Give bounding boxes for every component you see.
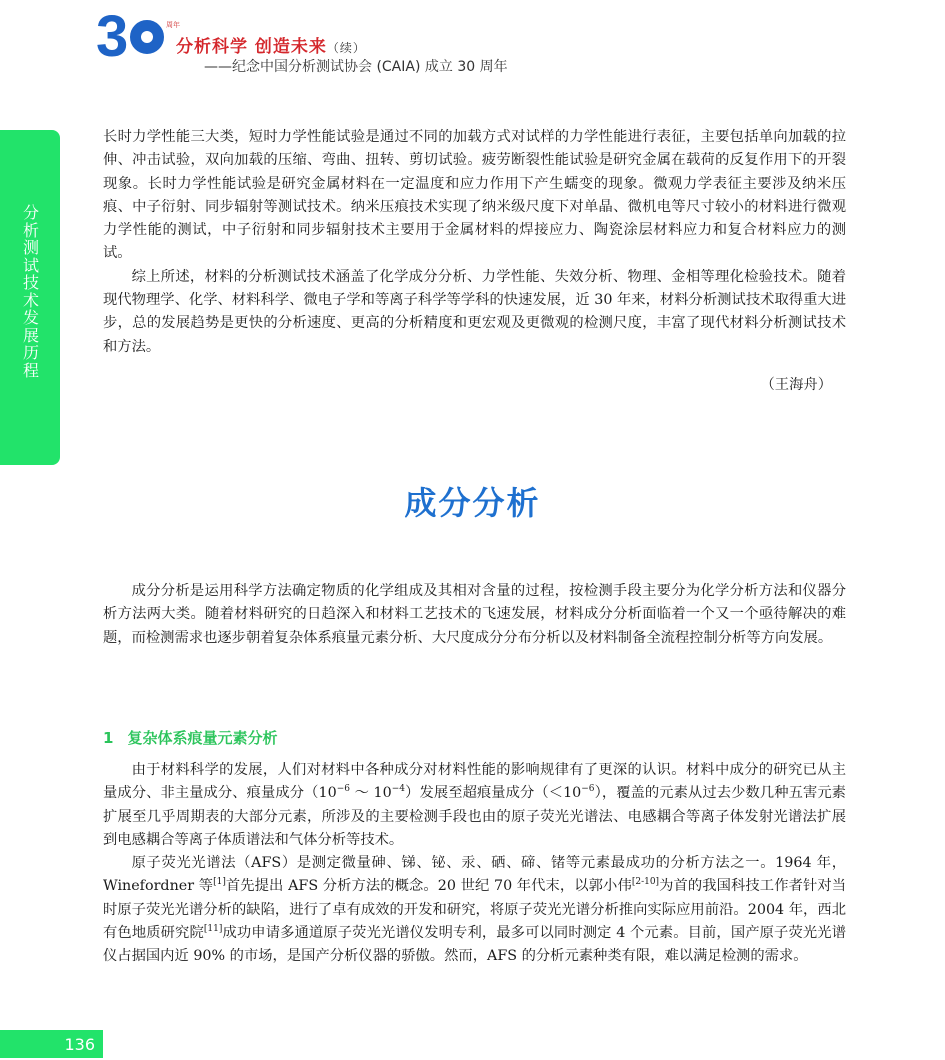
subsection-text-block bbox=[103, 759, 846, 969]
logo-digit-3: 3 bbox=[96, 4, 129, 69]
subsection-paragraph-2: 原子荧光光谱法（AFS）是测定微量砷、锑、铋、汞、硒、碲、锗等元素最成功的分析方法之一。1964 年，Winefordner 等[1]首先提出 AFS 分析方法的概念。20 世纪 70 年代末，以郭小伟[2-10]为首的我国科技工作者针对当时原子荧光光谱分析的缺陷，进行了卓有成效的开发和研究，将原子荧光光谱分析推向实际应用前沿。2004 年，西北有色地质研究院[11]成功申请多通道原子荧光光谱仪发明专利，最多可以同时测定 4 个元素。目前，国产原子荧光光谱仪占据国内近 90% 的市场，是国产分析仪器的骄傲。然而，AFS 的分析元素种类有限，难以满足检测的需求。 bbox=[103, 855, 847, 965]
chapter-side-tab-text: 分析测试技术发展历程 bbox=[22, 203, 39, 380]
subsection-heading bbox=[103, 727, 277, 748]
section-intro-paragraph: 成分分析是运用科学方法确定物质的化学组成及其相对含量的过程，按检测手段主要分为化学分析方法和仪器分析方法两大类。随着材料研究的日趋深入和材料工艺技术的飞速发展，材料成分分析面临着一个又一个亟待解决的难题，而检测需求也逐步朝着复杂体系痕量元素分析、大尺度成分分布分析以及材料制备全流程控制分析等方向发展。 bbox=[103, 583, 846, 646]
intro-text-block bbox=[103, 126, 846, 359]
subsection-number: 1 bbox=[103, 729, 114, 747]
slogan-text: 分析科学 创造未来 bbox=[176, 37, 327, 57]
section-title: 成分分析 bbox=[404, 484, 541, 522]
section-intro-block bbox=[103, 580, 846, 650]
subsection-paragraph-1: 由于材料科学的发展，人们对材料中各种成分对材料性能的影响规律有了更深的认识。材料中成分的研究已从主量成分、非主量成分、痕量成分（$10^{-6}$ ～ $10^{-4}$）发展至超痕量成分$(<10^{-6})$，覆盖的元素从过去少数几种五害元素扩展至几乎周期表的大部分元素，所涉及的主要检测手段也由的原子荧光光谱法、电感耦合等离子体发射光谱法扩展到电感耦合等离子体质谱法和气体分析等技术。 bbox=[103, 762, 846, 848]
anniversary-mark: 周年 bbox=[166, 21, 180, 29]
author-signature: （王海舟） bbox=[760, 377, 832, 393]
page-header bbox=[96, 4, 596, 75]
citation-ref[interactable]: [11] bbox=[203, 924, 223, 935]
header-subtitle: ——纪念中国分析测试协会 (CAIA) 成立 30 周年 bbox=[204, 59, 508, 75]
citation-ref[interactable]: [1] bbox=[213, 877, 226, 888]
page-number: 136 bbox=[0, 1030, 103, 1058]
logo-digit-0 bbox=[130, 20, 164, 54]
anniversary-logo bbox=[96, 4, 176, 74]
citation-ref[interactable]: [2-10] bbox=[631, 877, 660, 888]
header-slogan bbox=[176, 32, 366, 57]
subsection-title: 复杂体系痕量元素分析 bbox=[127, 729, 278, 747]
intro-paragraph-2: 综上所述，材料的分析测试技术涵盖了化学成分分析、力学性能、失效分析、物理、金相等理化检验技术。随着现代物理学、化学、材料科学、微电子学和等离子科学等学科的快速发展，近 30 年来，材料分析测试技术取得重大进步，总的发展趋势是更快的分析速度、更高的分析精度和更宏观及更微观的检测尺度，丰富了现代材料分析测试技术和方法。 bbox=[103, 268, 846, 355]
chapter-side-tab bbox=[0, 130, 60, 465]
continued-mark: （续） bbox=[326, 41, 366, 55]
intro-paragraph-1: 长时力学性能三大类，短时力学性能试验是通过不同的加载方式对试样的力学性能进行表征，主要包括单向加载的拉伸、冲击试验，双向加载的压缩、弯曲、扭转、剪切试验。疲劳断裂性能试验是研究金属在载荷的反复作用下的开裂现象。长时力学性能试验是研究金属材料在一定温度和应力作用下产生蠕变的现象。微观力学表征主要涉及纳米压痕、中子衍射、同步辐射等测试技术。纳米压痕技术实现了纳米级尺度下对单晶、微机电等尺寸较小的材料进行微观力学性能的测试，中子衍射和同步辐射技术主要用于金属材料的焊接应力、陶瓷涂层材料应力和复合材料应力的测试。 bbox=[103, 129, 846, 262]
